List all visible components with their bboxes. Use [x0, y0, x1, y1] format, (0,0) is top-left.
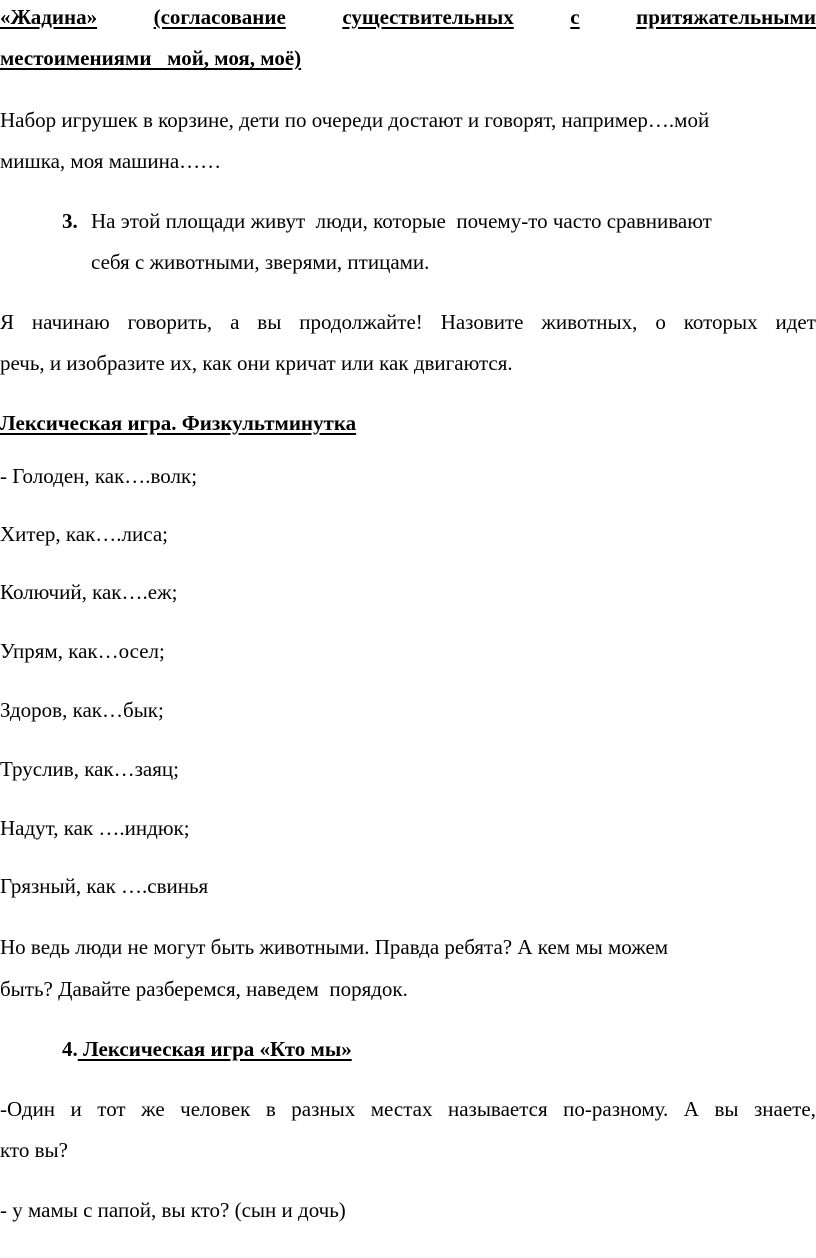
heading-word: притяжательными	[636, 5, 816, 29]
who-intro-word: А	[683, 1097, 699, 1121]
intro-line-1: Набор игрушек в корзине, дети по очереди достают и говорят, например….мой	[0, 108, 710, 132]
comparison-item: Упрям, как…осел;	[0, 639, 165, 663]
who-intro-word: в	[265, 1097, 276, 1121]
who-intro-word: человек	[180, 1097, 251, 1121]
instruction-word: идет	[775, 310, 816, 334]
comparison-item: Колючий, как….еж;	[0, 580, 178, 604]
section-4-number: 4.	[62, 1037, 78, 1061]
who-intro-line-1	[0, 1099, 816, 1120]
who-intro-word: называется	[447, 1097, 548, 1121]
question-1: - у мамы с папой, вы кто? (сын и дочь)	[0, 1198, 346, 1222]
heading-word: (согласование	[153, 5, 286, 29]
instruction-word: вы	[257, 310, 282, 334]
who-intro-line-2: кто вы?	[0, 1138, 68, 1162]
heading-word: с	[570, 5, 580, 29]
who-intro-word: -Один	[0, 1097, 56, 1121]
heading-word: существительных	[342, 5, 514, 29]
instruction-word: животных,	[541, 310, 638, 334]
who-intro-word: местах	[370, 1097, 433, 1121]
section-3-number: 3.	[62, 209, 78, 233]
instruction-word: которых	[683, 310, 758, 334]
intro-line-2: мишка, моя машина……	[0, 149, 222, 173]
instruction-word: Я	[0, 310, 15, 334]
section-3-line-1: На этой площади живут люди, которые почему-то часто сравнивают	[91, 209, 712, 233]
conclusion-line-1: Но ведь люди не могут быть животными. Правда ребята? А кем мы можем	[0, 935, 669, 959]
comparison-item: Хитер, как….лиса;	[0, 522, 169, 546]
instruction-word: продолжайте!	[299, 310, 423, 334]
who-intro-word: по-разному.	[563, 1097, 669, 1121]
who-intro-word: тот	[97, 1097, 126, 1121]
who-intro-word: же	[141, 1097, 165, 1121]
instruction-line-2: речь, и изобразите их, как они кричат или как двигаются.	[0, 351, 513, 375]
who-intro-word: и	[70, 1097, 82, 1121]
comparison-item: Грязный, как ….свинья	[0, 874, 209, 898]
heading-line-2: местоимениями мой, моя, моё)	[0, 46, 302, 70]
section-4-heading	[62, 1039, 352, 1060]
comparison-item: Здоров, как…бык;	[0, 698, 164, 722]
who-intro-word: знаете,	[753, 1097, 816, 1121]
conclusion-line-2: быть? Давайте разберемся, наведем порядок.	[0, 977, 408, 1001]
instruction-word: о	[655, 310, 666, 334]
comparison-item: Надут, как ….индюк;	[0, 816, 190, 840]
comparison-item: Труслив, как…заяц;	[0, 757, 179, 781]
instruction-word: Назовите	[440, 310, 524, 334]
instruction-word: начинаю	[31, 310, 110, 334]
instruction-word: а	[230, 310, 240, 334]
who-intro-word: вы	[714, 1097, 739, 1121]
instruction-word: говорить,	[127, 310, 213, 334]
who-intro-word: разных	[291, 1097, 356, 1121]
instruction-line-1	[0, 312, 816, 333]
heading-word: «Жадина»	[0, 5, 98, 29]
game-1-title: Лексическая игра. Физкультминутка	[0, 411, 357, 435]
comparison-item: - Голоден, как….волк;	[0, 464, 198, 488]
heading-line-1	[0, 7, 816, 28]
section-4-title: Лексическая игра «Кто мы»	[77, 1037, 352, 1061]
section-3-line-2: себя с животными, зверями, птицами.	[91, 250, 430, 274]
